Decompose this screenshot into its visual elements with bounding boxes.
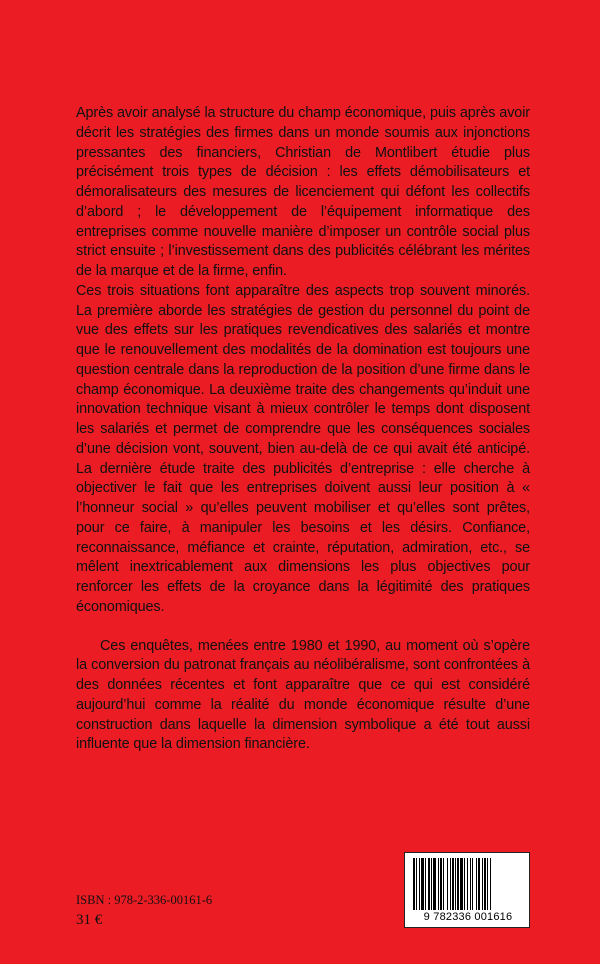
blurb-paragraph-2: Ces trois situations font apparaître des aspects trop souvent minorés. La première aborde les stratégies de gestion du personnel du point de vue des effets sur les pratiques revendicatives des salariés et montre que le renouvellement des modalités de la domination est toujours une question centrale dans la reproduction de la position d’une firme dans le champ économique. La deuxième traite des changements qu’induit une innovation technique visant à mieux contrôler le temps dont disposent les salariés et permet de comprendre que les conséquences sociales d’une décision vont, souvent, bien au-delà de ce qui avait été anticipé. La dernière étude traite des publicités d’entreprise : elle cherche à objectiver le fait que les entreprises doivent aussi leur position à « l’honneur social » qu’elles peuvent mobiliser et qu’elles sont prêtes, pour ce faire, à manipuler les besoins et les désirs. Confiance, reconnaissance, méfiance et crainte, réputation, admiration, etc., se mêlent inextricablement aux dimensions les plus objectives pour renforcer les effets de la croyance dans la légitimité des pratiques économiques.	[76, 282, 530, 615]
barcode-bar	[472, 858, 473, 910]
blurb	[76, 104, 530, 755]
barcode-bar	[416, 858, 417, 910]
barcode-bar	[421, 858, 424, 910]
barcode-bar	[476, 858, 477, 910]
barcode-bar	[413, 858, 415, 910]
blurb-paragraph-3: Ces enquêtes, menées entre 1980 et 1990, au moment où s’opère la conversion du patronat français au néolibéralisme, sont confrontées à des données récentes et font apparaître que ce qui est considéré aujourd’hui comme la réalité du monde économique résulte d’une construction dans laquelle la dimension symbolique a été tout aussi influente que la dimension financière.	[76, 637, 530, 753]
barcode-bar	[467, 858, 468, 910]
barcode-bar	[431, 858, 432, 910]
barcode-bar	[487, 858, 488, 910]
barcode-bar	[470, 858, 471, 910]
barcode-bar	[478, 858, 480, 910]
barcode-bar	[443, 858, 444, 910]
barcode-bar	[484, 858, 486, 910]
isbn-label: ISBN : 978-2-336-00161-6	[76, 893, 213, 907]
barcode-bar	[425, 858, 426, 910]
barcode-bar	[419, 858, 420, 910]
barcode	[404, 852, 530, 928]
barcode-bar	[440, 858, 442, 910]
barcode-bar	[450, 858, 451, 910]
barcode-bar	[464, 858, 465, 910]
barcode-bar	[433, 858, 436, 910]
barcode-bars	[413, 858, 523, 910]
barcode-bar	[457, 858, 459, 910]
barcode-bar	[447, 858, 448, 910]
barcode-bar	[438, 858, 439, 910]
barcode-bar	[452, 858, 454, 910]
blurb-paragraph-1: Après avoir analysé la structure du champ économique, puis après avoir décrit les stratégies des firmes dans un monde soumis aux injonctions pressantes des financiers, Christian de Montlibert étudie plus précisément trois types de décision : les effets démobilisateurs et démoralisateurs des mesures de licenciement qui défont les collectifs d’abord ; le développement de l’équipement informatique des entreprises comme nouvelle manière d’imposer un contrôle social plus strict ensuite ; l’investissement dans des publicités célébrant les mérites de la marque et de la firme, enfin.	[76, 105, 530, 279]
barcode-bar	[490, 858, 491, 910]
price-label: 31 €	[76, 912, 103, 928]
barcode-bar	[455, 858, 456, 910]
barcode-bar	[428, 858, 430, 910]
barcode-digits: 9 782336 001616	[423, 911, 513, 923]
barcode-bar	[460, 858, 463, 910]
barcode-bar	[482, 858, 483, 910]
